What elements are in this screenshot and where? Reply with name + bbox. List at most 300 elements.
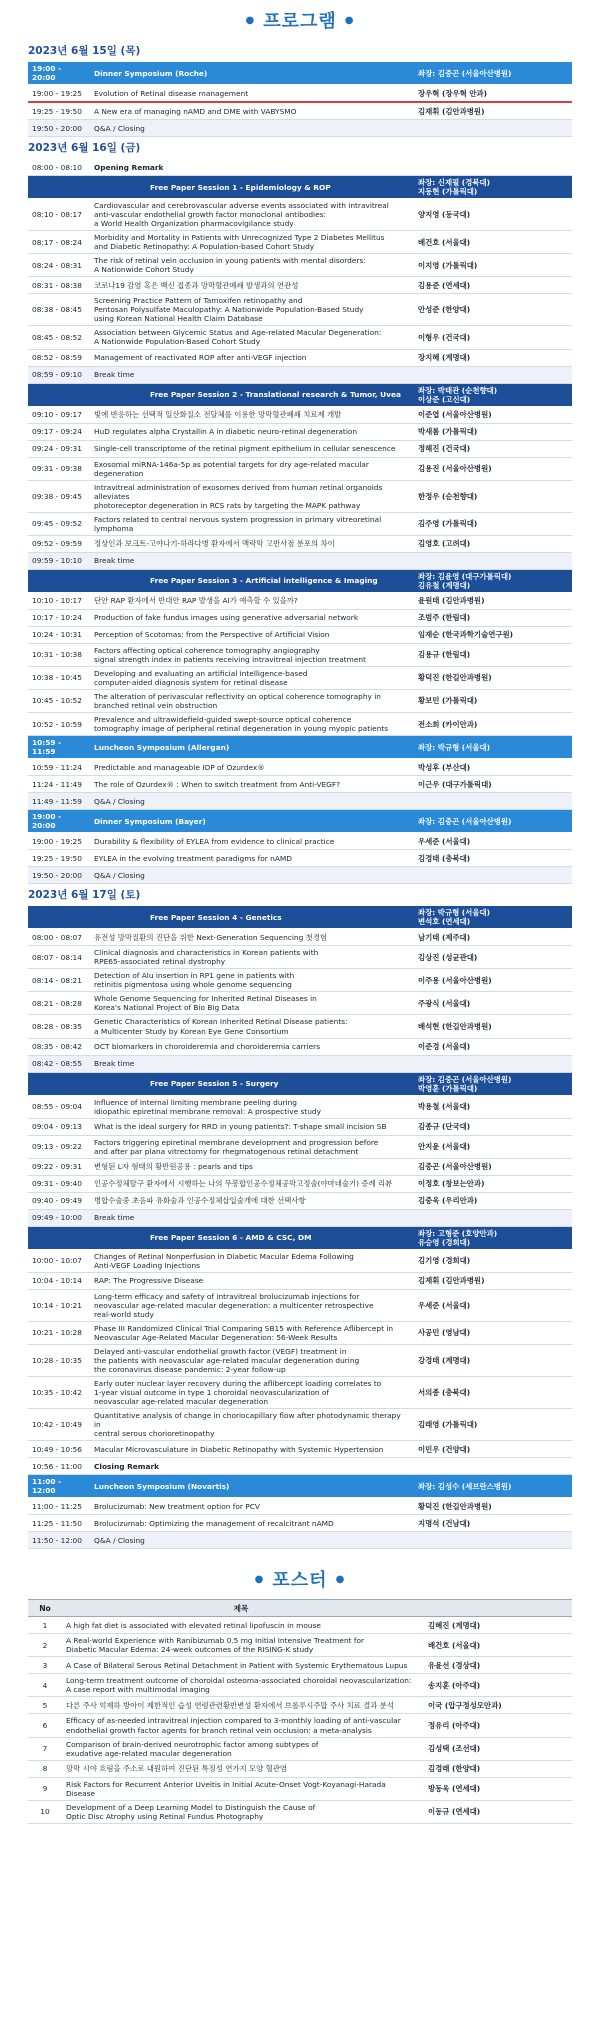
poster-number: 6 bbox=[28, 1714, 62, 1737]
schedule-row bbox=[28, 793, 572, 810]
row-time: 08:07 - 08:14 bbox=[28, 946, 90, 969]
poster-header-title: 제목 bbox=[62, 1600, 420, 1617]
row-time: 19:00 - 20:00 bbox=[28, 62, 90, 85]
row-time: 10:35 - 10:42 bbox=[28, 1377, 90, 1409]
row-title: Association between Glycemic Status and Age-related Macular Degeneration: A Nationwide Population-Based Cohort Study bbox=[90, 326, 410, 349]
row-title: Prevalence and ultrawidefield-guided swept-source optical coherence tomography image of peripheral retinal degeneration in young myopic patients bbox=[90, 713, 410, 736]
symposium-row bbox=[28, 62, 572, 85]
schedule-row bbox=[28, 1377, 572, 1409]
poster-table bbox=[28, 1599, 572, 1823]
row-speaker: 우세준 (서울대) bbox=[410, 833, 572, 850]
row-time bbox=[28, 1072, 90, 1095]
schedule-row bbox=[28, 713, 572, 736]
poster-title: Long-term treatment outcome of choroidal osteoma-associated choroidal neovascularization: A case report with multimodal imaging bbox=[62, 1674, 420, 1697]
row-title: Q&A / Closing bbox=[90, 793, 410, 810]
poster-title: A Case of Bilateral Serous Retinal Detachment in Patient with Systemic Erythematous Lupus bbox=[62, 1657, 420, 1674]
row-title: Break time bbox=[90, 1209, 410, 1226]
row-time: 11:50 - 12:00 bbox=[28, 1532, 90, 1549]
row-title: Evolution of Retinal disease management bbox=[90, 85, 410, 103]
schedule-row bbox=[28, 440, 572, 457]
row-speaker: 이주용 (서울아산병원) bbox=[410, 969, 572, 992]
row-speaker: 좌장: 박규형 (서울대) bbox=[410, 736, 572, 759]
row-speaker: 좌장: 김윤영 (대구가톨릭대) 김유철 (계명대) bbox=[410, 569, 572, 592]
row-title: Exosomal miRNA-146a-5p as potential targets for dry age-related macular degeneration bbox=[90, 457, 410, 480]
row-title: Free Paper Session 3 - Artificial intelligence & Imaging bbox=[90, 569, 410, 592]
poster-author: 배건호 (서울대) bbox=[420, 1634, 572, 1657]
poster-author: 김성택 (조선대) bbox=[420, 1737, 572, 1760]
session-header-row bbox=[28, 176, 572, 199]
row-speaker: 이정호 (창보는안과) bbox=[410, 1175, 572, 1192]
row-title: 유전성 망막질환의 진단을 위한 Next-Generation Sequencing 첫경험 bbox=[90, 929, 410, 946]
schedule-row bbox=[28, 759, 572, 776]
row-speaker: 김용진 (서울아산병원) bbox=[410, 457, 572, 480]
row-time: 09:49 - 10:00 bbox=[28, 1209, 90, 1226]
row-time: 10:52 - 10:59 bbox=[28, 713, 90, 736]
row-time: 10:28 - 10:35 bbox=[28, 1345, 90, 1377]
row-speaker: 박용철 (서울대) bbox=[410, 1095, 572, 1118]
schedule-row bbox=[28, 552, 572, 569]
row-title: Free Paper Session 5 - Surgery bbox=[90, 1072, 410, 1095]
row-title: Free Paper Session 6 - AMD & CSC, DM bbox=[90, 1226, 410, 1249]
poster-author: 김경래 (한양대) bbox=[420, 1760, 572, 1777]
row-title: Brolucizumab: Optimizing the management of recalcitrant nAMD bbox=[90, 1515, 410, 1532]
row-title: Production of fake fundus images using generative adversarial network bbox=[90, 609, 410, 626]
row-time: 08:24 - 08:31 bbox=[28, 254, 90, 277]
row-speaker bbox=[410, 159, 572, 176]
poster-author: 방동욱 (연세대) bbox=[420, 1777, 572, 1800]
row-title: Changes of Retinal Nonperfusion in Diabetic Macular Edema Following Anti-VEGF Loading Injections bbox=[90, 1249, 410, 1272]
row-time: 10:59 - 11:24 bbox=[28, 759, 90, 776]
row-speaker: 좌장: 신재필 (경북대) 지동현 (가톨릭대) bbox=[410, 176, 572, 199]
schedule-table bbox=[28, 906, 572, 1549]
row-time: 09:45 - 09:52 bbox=[28, 512, 90, 535]
row-time: 09:59 - 10:10 bbox=[28, 552, 90, 569]
program-title: 프로그램 bbox=[263, 11, 337, 32]
bullet-dot-icon: ● bbox=[245, 14, 256, 26]
schedule-row bbox=[28, 535, 572, 552]
row-speaker: 황덕진 (한길안과병원) bbox=[410, 1498, 572, 1515]
schedule-table bbox=[28, 62, 572, 137]
schedule-row bbox=[28, 833, 572, 850]
poster-author: 이동규 (연세대) bbox=[420, 1800, 572, 1823]
row-title: Detection of Alu insertion in RP1 gene in patients with retinitis pigmentosa using whole genome sequencing bbox=[90, 969, 410, 992]
row-speaker: 임재순 (한국과학기술연구원) bbox=[410, 626, 572, 643]
poster-number: 7 bbox=[28, 1737, 62, 1760]
row-speaker: 김주영 (가톨릭대) bbox=[410, 512, 572, 535]
schedule-row bbox=[28, 1458, 572, 1475]
schedule-row bbox=[28, 1345, 572, 1377]
row-speaker: 김중욱 (우리안과) bbox=[410, 1192, 572, 1209]
row-speaker: 한정우 (순천향대) bbox=[410, 480, 572, 512]
poster-title: Development of a Deep Learning Model to Distinguish the Cause of Optic Disc Atrophy using Retinal Fundus Photography bbox=[62, 1800, 420, 1823]
row-speaker: 지명석 (건남대) bbox=[410, 1515, 572, 1532]
schedule-row bbox=[28, 969, 572, 992]
row-time: 10:24 - 10:31 bbox=[28, 626, 90, 643]
row-speaker bbox=[410, 552, 572, 569]
schedule-row bbox=[28, 1118, 572, 1135]
symposium-row bbox=[28, 1475, 572, 1498]
row-time: 10:42 - 10:49 bbox=[28, 1409, 90, 1441]
row-time: 08:45 - 08:52 bbox=[28, 326, 90, 349]
schedule-row bbox=[28, 85, 572, 103]
row-title: Management of reactivated ROP after anti-VEGF injection bbox=[90, 349, 410, 366]
poster-title: A high fat diet is associated with elevated retinal lipofuscin in mouse bbox=[62, 1617, 420, 1634]
poster-title: 다른 주사 억제하 방아이 제한적인 습성 연령관련황반변성 환자에서 브롤루시주맙 주사 치료 결과 분석 bbox=[62, 1697, 420, 1714]
poster-heading bbox=[0, 1559, 600, 1599]
row-title: HuD regulates alpha Crystallin A in diabetic neuro-retinal degeneration bbox=[90, 423, 410, 440]
row-title: Early outer nuclear layer recovery during the aflibercept loading correlates to 1-year visual outcome in type 1 choroidal neovascularization of neovascular age-related macular degeneration bbox=[90, 1377, 410, 1409]
schedule-row bbox=[28, 1532, 572, 1549]
row-speaker bbox=[410, 1458, 572, 1475]
schedule-row bbox=[28, 199, 572, 231]
row-title: Free Paper Session 2 - Translational research & Tumor, Uvea bbox=[90, 383, 410, 406]
row-speaker: 이준엽 (서울아산병원) bbox=[410, 406, 572, 423]
poster-author: 송지훈 (아주대) bbox=[420, 1674, 572, 1697]
schedule-row bbox=[28, 231, 572, 254]
schedule-row bbox=[28, 1409, 572, 1441]
schedule-row bbox=[28, 992, 572, 1015]
row-time: 08:00 - 08:10 bbox=[28, 159, 90, 176]
poster-title: 망막 시야 흐림을 주소로 내원하여 진단된 특징성 연가지 모양 혈관염 bbox=[62, 1760, 420, 1777]
poster-title: 포스터 bbox=[272, 1570, 328, 1592]
row-speaker: 이준경 (서울대) bbox=[410, 1038, 572, 1055]
row-speaker: 배건호 (서울대) bbox=[410, 231, 572, 254]
row-title: Cardiovascular and cerebrovascular adverse events associated with intravitreal anti-vascular endothelial growth factor monoclonal antibodies: a World Health Organization pharmacovigilance study bbox=[90, 199, 410, 231]
program-schedule bbox=[0, 40, 600, 1549]
schedule-row bbox=[28, 1441, 572, 1458]
row-time: 10:00 - 10:07 bbox=[28, 1249, 90, 1272]
poster-author: 유윤선 (경상대) bbox=[420, 1657, 572, 1674]
row-title: 변형된 L자 형태의 황반원공용 : pearls and tips bbox=[90, 1158, 410, 1175]
row-time: 10:56 - 11:00 bbox=[28, 1458, 90, 1475]
row-time: 08:42 - 08:55 bbox=[28, 1055, 90, 1072]
row-title: Luncheon Symposium (Allergan) bbox=[90, 736, 410, 759]
poster-author: 정유리 (아주대) bbox=[420, 1714, 572, 1737]
row-speaker: 김래영 (가톨릭대) bbox=[410, 1409, 572, 1441]
row-time: 08:17 - 08:24 bbox=[28, 231, 90, 254]
poster-number: 8 bbox=[28, 1760, 62, 1777]
row-title: Whole Genome Sequencing for Inherited Retinal Diseases in Korea's National Project of Bio Big Data bbox=[90, 992, 410, 1015]
day-heading: 2023년 6월 17일 (토) bbox=[28, 889, 141, 902]
poster-number: 2 bbox=[28, 1634, 62, 1657]
schedule-row bbox=[28, 1015, 572, 1038]
row-speaker: 김재휘 (김안과병원) bbox=[410, 1272, 572, 1289]
schedule-row bbox=[28, 102, 572, 120]
schedule-row bbox=[28, 946, 572, 969]
row-speaker: 남기태 (제주대) bbox=[410, 929, 572, 946]
poster-header-row bbox=[28, 1600, 572, 1617]
row-title: Factors related to central nervous system progression in primary vitreoretinal lymphoma bbox=[90, 512, 410, 535]
poster-body bbox=[28, 1617, 572, 1823]
row-title: EYLEA in the evolving treatment paradigms for nAMD bbox=[90, 850, 410, 867]
poster-number: 5 bbox=[28, 1697, 62, 1714]
schedule-row bbox=[28, 457, 572, 480]
session-header-row bbox=[28, 906, 572, 929]
schedule-row bbox=[28, 277, 572, 294]
row-time: 08:00 - 08:07 bbox=[28, 929, 90, 946]
session-header-row bbox=[28, 1226, 572, 1249]
row-speaker: 이형우 (건국대) bbox=[410, 326, 572, 349]
poster-title: A Real-world Experience with Ranibizumab 0.5 mg Initial Intensive Treatment for Diabetic Macular Edema: 24-week outcomes of the RISING-K study bbox=[62, 1634, 420, 1657]
row-speaker: 김용규 (한림대) bbox=[410, 643, 572, 666]
row-title: Opening Remark bbox=[90, 159, 410, 176]
row-time: 08:31 - 08:38 bbox=[28, 277, 90, 294]
schedule-row bbox=[28, 512, 572, 535]
schedule-row bbox=[28, 1175, 572, 1192]
row-time: 08:14 - 08:21 bbox=[28, 969, 90, 992]
row-time: 19:00 - 20:00 bbox=[28, 810, 90, 833]
schedule-row bbox=[28, 1515, 572, 1532]
row-title: Macular Microvasculature in Diabetic Retinopathy with Systemic Hypertension bbox=[90, 1441, 410, 1458]
row-title: Factors triggering epiretinal membrane development and progression before and after par plana vitrectomy for rhegmatogenous retinal detachment bbox=[90, 1135, 410, 1158]
schedule-row bbox=[28, 592, 572, 609]
row-speaker bbox=[410, 1209, 572, 1226]
poster-row bbox=[28, 1697, 572, 1714]
row-time: 10:45 - 10:52 bbox=[28, 689, 90, 712]
row-time: 09:04 - 09:13 bbox=[28, 1118, 90, 1135]
row-title: Genetic Characteristics of Korean Inherited Retinal Disease patients: a Multicenter Study by Korean Eye Gene Consortium bbox=[90, 1015, 410, 1038]
row-speaker bbox=[410, 1532, 572, 1549]
row-speaker: 이근우 (대구가톨릭대) bbox=[410, 776, 572, 793]
row-time: 09:52 - 09:59 bbox=[28, 535, 90, 552]
row-time: 10:31 - 10:38 bbox=[28, 643, 90, 666]
row-time: 11:00 - 11:25 bbox=[28, 1498, 90, 1515]
schedule-row bbox=[28, 366, 572, 383]
poster-row bbox=[28, 1760, 572, 1777]
poster-number: 4 bbox=[28, 1674, 62, 1697]
row-time: 09:17 - 09:24 bbox=[28, 423, 90, 440]
symposium-row bbox=[28, 736, 572, 759]
session-header-row bbox=[28, 569, 572, 592]
schedule-row bbox=[28, 349, 572, 366]
row-title: 코로나19 감염 혹은 백신 접종과 망막혈관폐쇄 발생과의 연관성 bbox=[90, 277, 410, 294]
row-title: A New era of managing nAMD and DME with VABYSMO bbox=[90, 102, 410, 120]
poster-row bbox=[28, 1737, 572, 1760]
row-title: Morbidity and Mortality in Patients with Unrecognized Type 2 Diabetes Mellitus and Diabetic Retinopathy: A Population-based Cohort Study bbox=[90, 231, 410, 254]
program-heading bbox=[0, 0, 600, 40]
row-speaker: 사공민 (영남대) bbox=[410, 1321, 572, 1344]
bullet-dot-icon: ● bbox=[254, 1573, 265, 1585]
schedule-row bbox=[28, 1289, 572, 1321]
row-time: 09:13 - 09:22 bbox=[28, 1135, 90, 1158]
row-speaker bbox=[410, 793, 572, 810]
schedule-row bbox=[28, 326, 572, 349]
row-speaker bbox=[410, 120, 572, 137]
row-time: 10:10 - 10:17 bbox=[28, 592, 90, 609]
row-title: Perception of Scotomas: from the Perspective of Artificial Vision bbox=[90, 626, 410, 643]
row-title: Dinner Symposium (Roche) bbox=[90, 62, 410, 85]
row-speaker: 김중곤 (서울아산병원) bbox=[410, 1158, 572, 1175]
row-time: 10:59 - 11:59 bbox=[28, 736, 90, 759]
row-title: Influence of Internal limiting membrane peeling during idiopathic epiretinal membrane removal: A prospective study bbox=[90, 1095, 410, 1118]
row-speaker: 양지영 (동국대) bbox=[410, 199, 572, 231]
row-time: 09:24 - 09:31 bbox=[28, 440, 90, 457]
row-speaker: 장지혜 (계명대) bbox=[410, 349, 572, 366]
row-speaker: 김영호 (고려대) bbox=[410, 535, 572, 552]
row-time: 09:31 - 09:40 bbox=[28, 1175, 90, 1192]
row-speaker: 안지윤 (서울대) bbox=[410, 1135, 572, 1158]
schedule-row bbox=[28, 254, 572, 277]
row-time: 08:35 - 08:42 bbox=[28, 1038, 90, 1055]
row-time: 10:49 - 10:56 bbox=[28, 1441, 90, 1458]
schedule-row bbox=[28, 294, 572, 326]
schedule-table bbox=[28, 159, 572, 884]
row-title: The risk of retinal vein occlusion in young patients with mental disorders: A Nationwide Cohort Study bbox=[90, 254, 410, 277]
schedule-row bbox=[28, 666, 572, 689]
schedule-row bbox=[28, 850, 572, 867]
row-title: Brolucizumab: New treatment option for PCV bbox=[90, 1498, 410, 1515]
row-title: Durability & flexibility of EYLEA from evidence to clinical practice bbox=[90, 833, 410, 850]
row-speaker: 좌장: 김성수 (세브란스병원) bbox=[410, 1475, 572, 1498]
row-title: Q&A / Closing bbox=[90, 120, 410, 137]
row-speaker bbox=[410, 1055, 572, 1072]
row-speaker: 김재휘 (김안과병원) bbox=[410, 102, 572, 120]
row-time: 08:38 - 08:45 bbox=[28, 294, 90, 326]
row-title: RAP: The Progressive Disease bbox=[90, 1272, 410, 1289]
row-title: Q&A / Closing bbox=[90, 867, 410, 884]
poster-list bbox=[0, 1599, 600, 1823]
row-speaker: 정해진 (건국대) bbox=[410, 440, 572, 457]
poster-row bbox=[28, 1674, 572, 1697]
poster-row bbox=[28, 1617, 572, 1634]
row-speaker: 이지영 (가톨릭대) bbox=[410, 254, 572, 277]
schedule-row bbox=[28, 1209, 572, 1226]
schedule-row bbox=[28, 929, 572, 946]
row-time: 08:59 - 09:10 bbox=[28, 366, 90, 383]
schedule-row bbox=[28, 643, 572, 666]
row-title: Clinical diagnosis and characteristics in Korean patients with RPE65-associated retinal dystrophy bbox=[90, 946, 410, 969]
row-time: 09:10 - 09:17 bbox=[28, 406, 90, 423]
day-heading: 2023년 6월 15일 (목) bbox=[28, 45, 141, 57]
row-speaker: 전소희 (카이안과) bbox=[410, 713, 572, 736]
poster-title: Risk Factors for Recurrent Anterior Uveitis in Initial Acute-Onset Vogt-Koyanagi-Harada Disease bbox=[62, 1777, 420, 1800]
row-speaker: 좌장: 김중곤 (서울아산병원) 박영훈 (가톨릭대) bbox=[410, 1072, 572, 1095]
row-time bbox=[28, 906, 90, 929]
row-time: 11:24 - 11:49 bbox=[28, 776, 90, 793]
row-title: Break time bbox=[90, 552, 410, 569]
row-speaker: 김기영 (경희대) bbox=[410, 1249, 572, 1272]
schedule-row bbox=[28, 1272, 572, 1289]
row-title: Developing and evaluating an artificial intelligence-based computer-aided diagnosis system for retinal disease bbox=[90, 666, 410, 689]
schedule-row bbox=[28, 1249, 572, 1272]
row-time: 08:28 - 08:35 bbox=[28, 1015, 90, 1038]
row-speaker: 배석현 (한길안과병원) bbox=[410, 1015, 572, 1038]
poster-number: 9 bbox=[28, 1777, 62, 1800]
row-speaker: 윤원태 (김안과병원) bbox=[410, 592, 572, 609]
schedule-row bbox=[28, 1135, 572, 1158]
row-speaker: 박성후 (부산대) bbox=[410, 759, 572, 776]
schedule-row bbox=[28, 776, 572, 793]
row-title: Q&A / Closing bbox=[90, 1532, 410, 1549]
row-time bbox=[28, 569, 90, 592]
row-time: 11:49 - 11:59 bbox=[28, 793, 90, 810]
row-speaker: 강경태 (계명대) bbox=[410, 1345, 572, 1377]
poster-number: 3 bbox=[28, 1657, 62, 1674]
row-time: 09:38 - 09:45 bbox=[28, 480, 90, 512]
session-header-row bbox=[28, 383, 572, 406]
poster-row bbox=[28, 1634, 572, 1657]
row-title: The role of Ozurdex® : When to switch treatment from Anti-VEGF? bbox=[90, 776, 410, 793]
row-time: 11:00 - 12:00 bbox=[28, 1475, 90, 1498]
row-time: 08:52 - 08:59 bbox=[28, 349, 90, 366]
poster-row bbox=[28, 1800, 572, 1823]
row-title: Screening Practice Pattern of Tamoxifen retinopathy and Pentosan Polysulfate Maculopathy: A Nationwide Population-Based Study using Korean National Health Claim Database bbox=[90, 294, 410, 326]
row-speaker: 황보민 (가톨릭대) bbox=[410, 689, 572, 712]
row-speaker: 김상진 (성균관대) bbox=[410, 946, 572, 969]
row-title: Intravitreal administration of exosomes derived from human retinal organoids alleviates photoreceptor degeneration in RCS rats by targeting the MAPK pathway bbox=[90, 480, 410, 512]
row-title: 단안 RAP 환자에서 반대안 RAP 발생을 AI가 예측할 수 있을까? bbox=[90, 592, 410, 609]
row-title: OCT biomarkers in choroideremia and choroideremia carriers bbox=[90, 1038, 410, 1055]
row-time: 08:55 - 09:04 bbox=[28, 1095, 90, 1118]
poster-row bbox=[28, 1777, 572, 1800]
row-time bbox=[28, 1226, 90, 1249]
row-speaker: 김경태 (충북대) bbox=[410, 850, 572, 867]
row-title: Free Paper Session 1 - Epidemiology & ROP bbox=[90, 176, 410, 199]
row-time: 09:31 - 09:38 bbox=[28, 457, 90, 480]
row-time: 19:00 - 19:25 bbox=[28, 85, 90, 103]
row-time: 19:50 - 20:00 bbox=[28, 120, 90, 137]
schedule-row bbox=[28, 1321, 572, 1344]
bullet-dot-icon: ● bbox=[344, 14, 355, 26]
row-time: 19:00 - 19:25 bbox=[28, 833, 90, 850]
poster-row bbox=[28, 1714, 572, 1737]
schedule-row bbox=[28, 120, 572, 137]
row-time: 19:50 - 20:00 bbox=[28, 867, 90, 884]
poster-title: Efficacy of as-needed intravitreal injection compared to 3-monthly loading of anti-vascular endothelial growth factor agents for branch retinal vein occlusion: a meta-analysis bbox=[62, 1714, 420, 1737]
schedule-row bbox=[28, 1055, 572, 1072]
row-speaker: 좌장: 박규형 (서울대) 변석호 (연세대) bbox=[410, 906, 572, 929]
row-speaker bbox=[410, 867, 572, 884]
row-speaker: 좌장: 김중곤 (서울아산병원) bbox=[410, 810, 572, 833]
poster-header-no: No bbox=[28, 1600, 62, 1617]
row-speaker: 좌장: 김중곤 (서울아산병원) bbox=[410, 62, 572, 85]
poster-title: Comparison of brain-derived neurotrophic factor among subtypes of exudative age-related macular degeneration bbox=[62, 1737, 420, 1760]
row-speaker: 서의종 (충북대) bbox=[410, 1377, 572, 1409]
row-speaker: 이민우 (건양대) bbox=[410, 1441, 572, 1458]
row-time: 19:25 - 19:50 bbox=[28, 102, 90, 120]
row-speaker: 우세준 (서울대) bbox=[410, 1289, 572, 1321]
day-heading: 2023년 6월 16일 (금) bbox=[28, 142, 141, 155]
row-time: 10:04 - 10:14 bbox=[28, 1272, 90, 1289]
row-speaker: 김용준 (연세대) bbox=[410, 277, 572, 294]
schedule-row bbox=[28, 406, 572, 423]
row-speaker: 조범주 (한림대) bbox=[410, 609, 572, 626]
row-time bbox=[28, 176, 90, 199]
row-speaker: 좌장: 고형준 (호양안과) 유승영 (경희대) bbox=[410, 1226, 572, 1249]
row-title: Break time bbox=[90, 1055, 410, 1072]
row-title: Long-term efficacy and safety of intravitreal brolucizumab injections for neovascular age-related macular degeneration: a multicenter retrospective real-world study bbox=[90, 1289, 410, 1321]
row-title: 병합수술중 초음파 유화술과 인공수정체삽입술개에 대한 선택사항 bbox=[90, 1192, 410, 1209]
schedule-row bbox=[28, 159, 572, 176]
row-time: 10:17 - 10:24 bbox=[28, 609, 90, 626]
row-speaker: 박새롬 (가톨릭대) bbox=[410, 423, 572, 440]
row-title: Luncheon Symposium (Novartis) bbox=[90, 1475, 410, 1498]
row-speaker: 주광식 (서울대) bbox=[410, 992, 572, 1015]
row-time: 19:25 - 19:50 bbox=[28, 850, 90, 867]
poster-author: 이국 (압구정성모안과) bbox=[420, 1697, 572, 1714]
schedule-row bbox=[28, 1095, 572, 1118]
schedule-row bbox=[28, 689, 572, 712]
row-speaker: 김종규 (단국대) bbox=[410, 1118, 572, 1135]
row-time: 08:21 - 08:28 bbox=[28, 992, 90, 1015]
row-time: 10:38 - 10:45 bbox=[28, 666, 90, 689]
schedule-row bbox=[28, 609, 572, 626]
schedule-row bbox=[28, 423, 572, 440]
row-title: The alteration of perivascular reflectivity on optical coherence tomography in branched retinal vein obstruction bbox=[90, 689, 410, 712]
bullet-dot-icon: ● bbox=[335, 1573, 346, 1585]
row-title: Single-cell transcriptome of the retinal pigment epithelium in cellular senescence bbox=[90, 440, 410, 457]
row-title: Free Paper Session 4 - Genetics bbox=[90, 906, 410, 929]
